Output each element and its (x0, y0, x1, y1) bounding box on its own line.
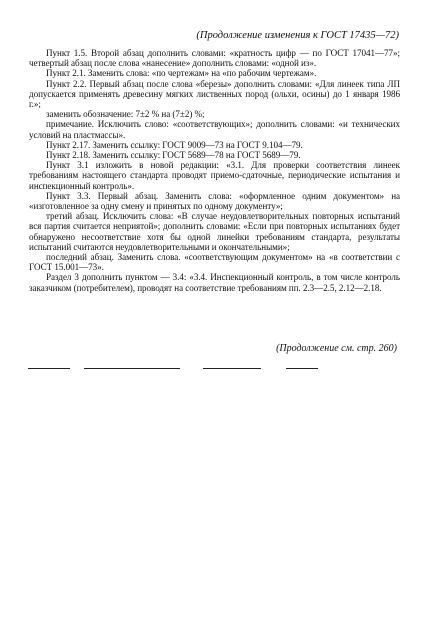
paragraph-8: Пункт 3.1 изложить в новой редакции: «3.1. Для проверки соответствия линеек требованиям настоящего стандарта проводят приемо-сдаточные, периодические испытания и инспекционный контроль». (29, 160, 400, 191)
paragraph-9: Пункт 3.3. Первый абзац. Заменить слова: «оформленное одним документом» на «изготовленное за одну смену и принятых по одному документу»; (29, 190, 400, 212)
paragraph-2: Пункт 2.1. Заменить слова: «по чертежам» на «по рабочим чертежам». (46, 68, 317, 79)
footer-rule (286, 368, 318, 369)
footer-rule (28, 368, 70, 369)
paragraph-12: Раздел 3 дополнить пунктом — 3.4: «3.4. Инспекционный контроль, в том числе контроль заказчиком (потребителем), проводят на соответствие требованиям пп. 2.3—2.5, 2.12—2.18. (29, 272, 400, 293)
paragraph-6: Пункт 2.17. Заменить ссылку: ГОСТ 9009—73 на ГОСТ 9.104—79. (46, 139, 303, 150)
footer-rule (203, 368, 261, 369)
running-header: (Продолжение изменения к ГОСТ 17435—72) (196, 30, 399, 41)
paragraph-7: Пункт 2.18. Заменить ссылку: ГОСТ 5689—78 на ГОСТ 5689—79. (46, 150, 301, 161)
paragraph-10: третий абзац. Исключить слова: «В случае неудовлетворительных повторных испытаний вся партия считается неприятой»; дополнить словами: «Если при повторных испытаниях будет обнаружено несоответствие хотя бы одной линейки требованиям стандарта, результаты испытаний считаются неудовлетворительными и окончательными»; (29, 211, 400, 252)
amendment-text (29, 48, 400, 293)
paragraph-5: примечание. Исключить слово: «соответствующих»; дополнить словами: «и технических условий на пластмассы». (29, 119, 400, 140)
paragraph-11: последний абзац. Заменить слова. «соответствующим документом» на «в соответствии с ГОСТ 15.001—73». (29, 252, 400, 273)
paragraph-3: Пункт 2.2. Первый абзац после слова «березы» дополнить словами: «Для линеек типа ЛП допускается применять древесину мягких лиственных пород (ольхи, осины) до 1 января 1986 г.»; (29, 78, 400, 110)
paragraph-1: Пункт 1.5. Второй абзац дополнить словами: «кратность цифр — по ГОСТ 17041—77»; четвертый абзац после слова «нанесение» дополнить словами: «одной из». (29, 48, 400, 69)
paragraph-4: заменить обозначение: 7±2 % на (7±2) %; (46, 109, 205, 120)
footer-rule (84, 368, 180, 369)
continuation-note: (Продолжение см. стр. 260) (276, 343, 397, 354)
